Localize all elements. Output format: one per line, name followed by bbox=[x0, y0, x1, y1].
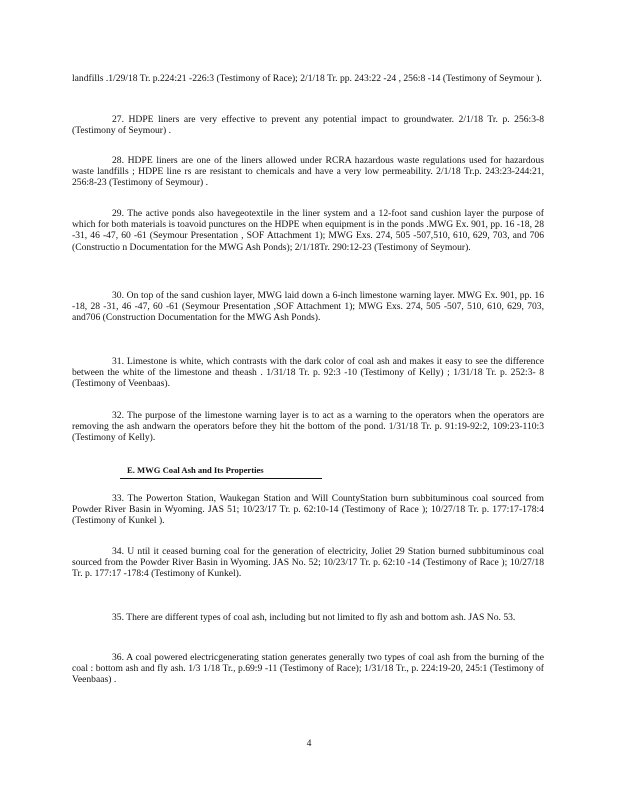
paragraph-30: 30. On top of the sand cushion layer, MWG laid down a 6-inch limestone warning layer. MWG Ex. 901, pp. 16 -18, 28 -31, 46 -47, 60 -61 (Seymour Presentation ,SOF Attachment 1); MWG Exs. 274, 505 -507, 510, 610, 629, 703, and706 (Construction Documentation for the MWG Ash Ponds). bbox=[72, 290, 544, 324]
paragraph-31: 31. Limestone is white, which contrasts with the dark color of coal ash and makes it easy to see the difference between the white of the limestone and theash . 1/31/18 Tr. p. 92:3 -10 (Testimony of Kelly) ; 1/31/18 Tr. p. 252:3- 8 (Testimony of Veenbaas). bbox=[72, 356, 544, 390]
paragraph-28: 28. HDPE liners are one of the liners allowed under RCRA hazardous waste regulations used for hazardous waste landfills ; HDPE line rs are resistant to chemicals and have a very low permeability. 2/1/18 Tr.p. 243:23-244:21, 256:8-23 (Testimony of Seymour) . bbox=[72, 155, 544, 189]
page-number: 4 bbox=[306, 738, 312, 749]
section-heading: E. MWG Coal Ash and Its Properties bbox=[127, 465, 264, 475]
paragraph-27: 27. HDPE liners are very effective to prevent any potential impact to groundwater. 2/1/18 Tr. p. 256:3-8 (Testimony of Seymour) . bbox=[72, 114, 544, 137]
paragraph-36: 36. A coal powered electricgenerating station generates generally two types of coal ash from the burning of the coal : bottom ash and fly ash. 1/3 1/18 Tr., p.69:9 -11 (Testimony of Race); 1/31/18 Tr., p. 224:19-20, 245:1 (Testimony of Veenbaas) . bbox=[72, 652, 544, 686]
paragraph-35: 35. There are different types of coal ash, including but not limited to fly ash and bottom ash. JAS No. 53. bbox=[112, 612, 516, 623]
paragraph-32: 32. The purpose of the limestone warning layer is to act as a warning to the operators when the operators are removing the ash andwarn the operators before they hit the bottom of the pond. 1/31/18 Tr. p. 91:19-92:2, 109:23-110:3 (Testimony of Kelly). bbox=[72, 410, 544, 444]
paragraph-34: 34. U ntil it ceased burning coal for the generation of electricity, Joliet 29 Station burned subbituminous coal sourced from the Powder River Basin in Wyoming. JAS No. 52; 10/23/17 Tr. p. 62:10 -14 (Testimony of Race ); 10/27/18 Tr. p. 177:17 -178:4 (Testimony of Kunkel). bbox=[72, 546, 544, 580]
paragraph-continuation: landfills .1/29/18 Tr. p.224:21 -226:3 (Testimony of Race); 2/1/18 Tr. pp. 243:22 -24 , 256:8 -14 (Testimony of Seymour ). bbox=[72, 73, 542, 84]
section-heading-underline bbox=[120, 478, 322, 479]
paragraph-33: 33. The Powerton Station, Waukegan Station and Will CountyStation burn subbituminous coal sourced from Powder River Basin in Wyoming. JAS 51; 10/23/17 Tr. p. 62:10-14 (Testimony of Race ); 10/27/18 Tr. p. 177:17-178:4 (Testimony of Kunkel ). bbox=[72, 493, 544, 527]
paragraph-29: 29. The active ponds also havegeotextile in the liner system and a 12-foot sand cushion layer the purpose of which for both materials is toavoid punctures on the HDPE when equipment is in the ponds .MWG Ex. 901, pp. 16 -18, 28 -31, 46 -47, 60 -61 (Seymour Presentation , SOF Attachment 1); MWG Exs. 274, 505 -507,510, 610, 629, 703, and 706 (Constructio n Documentation for the MWG Ash Ponds); 2/1/18Tr. 290:12-23 (Testimony of Seymour). bbox=[72, 208, 544, 253]
